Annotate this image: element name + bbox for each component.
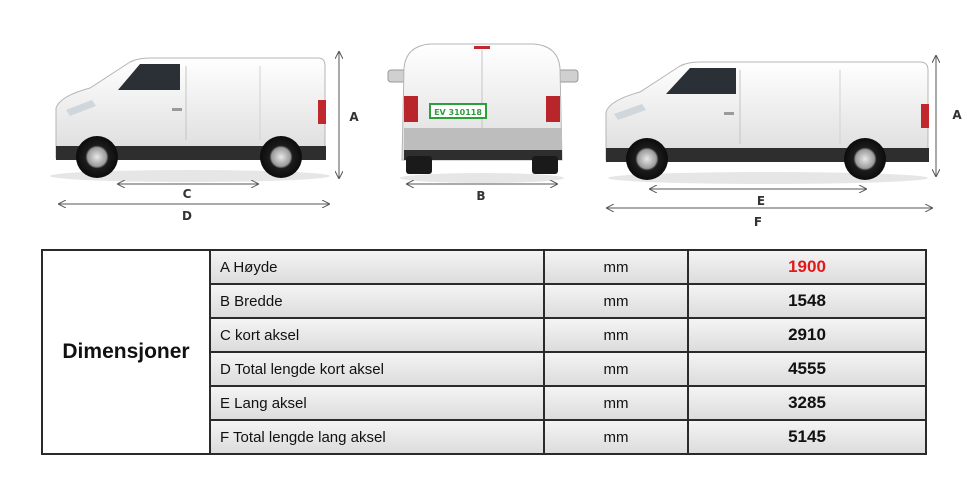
row-value: 3285 (688, 386, 926, 420)
dim-label-a-short: A (349, 110, 359, 124)
dimensions-table (41, 249, 927, 455)
row-label: E Lang aksel (210, 386, 544, 420)
dim-label-c: C (182, 187, 192, 201)
row-value: 2910 (688, 318, 926, 352)
van-rear-view (388, 44, 578, 183)
row-value: 5145 (688, 420, 926, 454)
dim-label-a-long: A (952, 108, 962, 122)
row-unit: mm (544, 352, 688, 386)
row-unit: mm (544, 250, 688, 284)
license-plate-text: EV 310118 (434, 108, 482, 117)
van-side-long-wheelbase (606, 62, 929, 184)
row-label: B Bredde (210, 284, 544, 318)
row-label: D Total lengde kort aksel (210, 352, 544, 386)
table-row (42, 250, 926, 284)
row-value: 4555 (688, 352, 926, 386)
row-unit: mm (544, 420, 688, 454)
row-label: F Total lengde lang aksel (210, 420, 544, 454)
dim-label-b: B (476, 189, 486, 203)
van-dimension-illustrations (0, 0, 967, 240)
dim-label-d: D (182, 209, 192, 223)
row-value: 1900 (688, 250, 926, 284)
row-value: 1548 (688, 284, 926, 318)
row-label: A Høyde (210, 250, 544, 284)
van-side-short-wheelbase (50, 58, 330, 182)
row-unit: mm (544, 284, 688, 318)
row-unit: mm (544, 318, 688, 352)
row-unit: mm (544, 386, 688, 420)
dim-label-f: F (753, 215, 763, 229)
section-title: Dimensjoner (42, 250, 210, 454)
row-label: C kort aksel (210, 318, 544, 352)
dim-label-e: E (756, 194, 766, 208)
